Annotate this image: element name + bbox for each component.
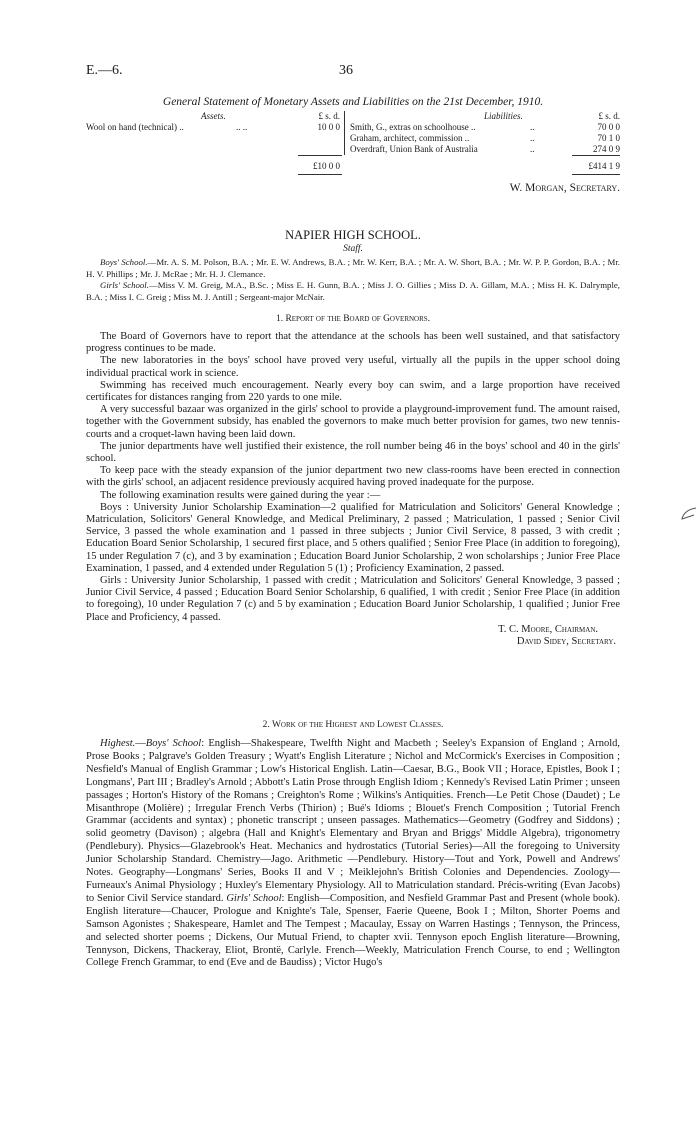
statement-title: General Statement of Monetary Assets and Liabilities on the 21st December, 1910.: [162, 96, 544, 108]
report-paragraph: A very successful bazaar was organized in the girls' school to provide a playground-improvement fund. The amount raised, together with the Government subsidy, has enabled the governors to make much better provision for games, two new tennis-courts and a croquet-lawn having been laid down.: [86, 404, 620, 440]
assets-total-underline: [298, 174, 342, 175]
assets-money-head: £ s. d.: [318, 111, 340, 121]
boys-school-label: Boys' School: [145, 738, 202, 749]
staff-list: [86, 257, 620, 303]
girls-school-label: Girls' School: [226, 892, 282, 904]
page-number: 36: [339, 63, 353, 78]
boys-staff-names: —Mr. A. S. M. Polson, B.A. ; Mr. E. W. Andrews, B.A. ; Mr. W. Kerr, B.A. ; Mr. A. W. Short, B.A. ; Mr. W. P. P. Gordon, B.A. ; Mr. H. V. Phillips ; Mr. J. McRae ; Mr. H. J. Clemance.: [86, 257, 620, 279]
liabilities-total-rule: [572, 155, 620, 156]
boys-curriculum: : English—Shakespeare, Twelfth Night and Macbeth ; Seeley's Expansion of England ; Arnold, Prose Books ; Palgrave's Golden Treasury ; Wyatt's English Literature ; Nichol and McCormick's Exercises in Composition ; Nesfield's Manual of English Grammar ; Low's Historical English. Latin—Caesar, B.G., Book VII ; Horace, Epistles, Book I ; Longmans', Part III ; Bradley's Arnold ; Abbott's Latin Prose through English Idiom ; Kennedy's Revised Latin Primer ; unseen passages ; Horton's History of the Romans ; Creighton's Rome ; Wilkins's Antiquities. French—Le Petit Chose (Daudet) ; Le Misanthrope (Molière) ; Irregular French Verbs (Thirion) ; Bué's Idioms ; Blouet's French Composition ; Tutorial French Grammar (accidents and syntax) ; phonetic transcript ; unseen passages. Mathematics—Geometry (Godfrey and Siddons) ; solid geometry (Davison) ; algebra (Hall and Knight's Elementary and Bryan and Briggs' Middle Algebra), trigonometry (Pendlebury). Physics—Glazebrook's Heat. Mechanics and hydrostatics (Tutorial Series)—All the foregoing to University Junior Scholarship Standard. Chemistry—Jago. Arithmetic —Pendlebury. History—Tout and York, Powell and Andrews' Notes. Geography—Longmans' Series, Books II and V ; Meiklejohn's British Colonies and Dependencies. Zoology—Furneaux's Animal Physiology ; Huxley's Elementary Physiology. All to Matriculation standard. Précis-writing (Evan Jacobs) to Senior Civil Service standard.: [86, 738, 621, 904]
girls-staff-names: —Miss V. M. Greig, M.A., B.Sc. ; Miss E. H. Gunn, B.A. ; Miss J. O. Gillies ; Miss D. A. Gillam, M.A. ; Miss H. K. Dalrymple, B.A. ; Miss I. C. Greig ; Miss M. J. Antill ; Sergeant-major McNair.: [86, 280, 620, 302]
boys-staff: [86, 257, 620, 280]
liability-label: Graham, architect, commission ..: [350, 133, 470, 143]
assets-total: £10 0 0: [313, 161, 340, 171]
statement-signature: W. Morgan, Secretary.: [509, 182, 620, 194]
board-report: [86, 331, 620, 648]
report-paragraph: Swimming has received much encouragement. Nearly every boy can swim, and a large proportion have received certificates for distances ranging from 220 yards to one mile.: [86, 379, 620, 404]
girls-staff: [86, 280, 620, 303]
report-heading: 1. Report of the Board of Governors.: [275, 314, 431, 324]
assets-total-rule: [298, 155, 342, 156]
column-divider: [344, 111, 345, 155]
asset-value: 10 0 0: [317, 122, 340, 132]
asset-item: Wool on hand (technical) ..: [86, 122, 184, 132]
liability-leader: ..: [530, 122, 535, 132]
report-paragraph: Boys : University Junior Scholarship Examination—2 qualified for Matriculation and Solicitors' General Knowledge ; Matriculation, Solicitors' General Knowledge, and Medical Preliminary, 2 passed ; Matriculation, 1 passed ; Senior Civil Service, 3 passed the whole examination and 1 passed in three subjects ; Junior Civil Service, 8 passed, 3 with credit ; Education Board Senior Scholarship, 1 secured first place, and 5 others qualified ; Senior Free Place (in addition to foregoing), 15 under Regulation 7 (c), and 3 by examination ; Education Board Junior Scholarship, 2 won scholarships ; Junior Free Place Examination, 1 passed, and 4 extended under Regulation 5 (1) ; Proficiency Examination, 2 passed.: [86, 501, 620, 574]
report-paragraph: The Board of Governors have to report that the attendance at the schools has been well sustained, and that satisfactory progress continues to be made.: [86, 331, 620, 355]
liabilities-total-underline: [572, 174, 620, 175]
highest-label: Highest.: [100, 738, 136, 749]
liability-value: 70 0 0: [597, 122, 620, 132]
report-reference: E.—6.: [86, 63, 123, 78]
liability-label: Overdraft, Union Bank of Australia: [350, 144, 478, 154]
school-title: NAPIER HIGH SCHOOL.: [285, 228, 421, 242]
work-paragraph: Highest.—Boys' School: English—Shakespeare, Twelfth Night and Macbeth ; Seeley's Expansion of England ; Arnold, Prose Books ; Palgrave's Golden Treasury ; Wyatt's English Literature ; Nichol and McCormick's Exercises in Composition ; Nesfield's Manual of English Grammar ; Low's Historical English. Latin—Caesar, B.G., Book VII ; Horace, Epistles, Book I ; Longmans', Part III ; Bradley's Arnold ; Abbott's Latin Prose through English Idiom ; Kennedy's Revised Latin Primer ; unseen passages ; Horton's History of the Romans ; Creighton's Rome ; Wilkins's Antiquities. French—Le Petit Chose (Daudet) ; Le Misanthrope (Molière) ; Irregular French Verbs (Thirion) ; Bué's Idioms ; Blouet's French Composition ; Tutorial French Grammar (accidents and syntax) ; phonetic transcript ; unseen passages. Mathematics—Geometry (Godfrey and Siddons) ; solid geometry (Davison) ; algebra (Hall and Knight's Elementary and Bryan and Briggs' Middle Algebra), trigonometry (Pendlebury). Physics—Glazebrook's Heat. Mechanics and hydrostatics (Tutorial Series)—All the foregoing to University Junior Scholarship Standard. Chemistry—Jago. Arithmetic —Pendlebury. History—Tout and York, Powell and Andrews' Notes. Geography—Longmans' Series, Books II and V ; Meiklejohn's British Colonies and Dependencies. Zoology—Furneaux's Animal Physiology ; Huxley's Elementary Physiology. All to Matriculation standard. Précis-writing (Evan Jacobs) to Senior Civil Service standard. Girls' School: English—Composition, and Nesfield Grammar Past and Present (whole book). English literature—Chaucer, Prologue and Knighte's Tale, Spenser, Faerie Queene, Book I ; Milton, Shorter Poems and Samson Agonistes ; Shakespeare, Hamlet and The Tempest ; Macaulay, Essay on Warren Hastings ; Tennyson, the Princess, and selected shorter poems ; Dickens, Our Mutual Friend, to chapter xvii. Tennyson epoch English literature—Browning, Tennyson, Dickens, Thackeray, Eliot, Brontë, Carlyle. French—Weekly, Matriculation French Course, to end ; Wellington College French Grammar, to end (Eve and de Baudiss) ; Victor Hugo's: [86, 738, 621, 969]
staff-heading: Staff.: [343, 244, 363, 254]
liabilities-money-head: £ s. d.: [598, 111, 620, 121]
work-section: [86, 738, 620, 970]
page-header: [86, 63, 620, 81]
liability-leader: ..: [530, 133, 535, 143]
report-paragraph: Girls : University Junior Scholarship, 1 passed with credit ; Matriculation and Solicitors' General Knowledge, 3 passed ; Junior Civil Service, 4 passed ; Education Board Senior Scholarship, 6 qualified, 1 with credit ; Senior Free Place (in addition to foregoing), 10 under Regulation 7 (c) and 5 by examination ; Education Board Junior Scholarship, 1 qualified ; Junior Free Place and Proficiency, 4 passed.: [86, 575, 620, 623]
report-signatures: [86, 624, 620, 648]
secretary-signature: David Sidey, Secretary.: [516, 636, 616, 648]
work-heading: 2. Work of the Highest and Lowest Classes.: [262, 720, 444, 730]
assets-heading: Assets.: [201, 111, 226, 121]
report-paragraph: The following examination results were gained during the year :—: [100, 489, 381, 501]
liability-leader: ..: [530, 144, 535, 154]
report-paragraph: The new laboratories in the boys' school have proved very useful, virtually all the pupils in the upper school doing individual practical work in science.: [86, 355, 620, 379]
girls-staff-label: Girls' School.: [100, 280, 149, 290]
report-paragraph: The junior departments have well justified their existence, the roll number being 46 in the boys' school and 40 in the girls' school.: [86, 440, 620, 465]
liability-label: Smith, G., extras on schoolhouse ..: [350, 122, 476, 132]
margin-pencil-mark: [678, 505, 698, 535]
liability-value: 70 1 0: [597, 133, 620, 143]
asset-leader: .. ..: [236, 122, 248, 132]
liabilities-total: £414 1 9: [588, 161, 620, 171]
girls-curriculum: : English—Composition, and Nesfield Grammar Past and Present (whole book). English literature—Chaucer, Prologue and Knighte's Tale, Spenser, Faerie Queene, Book I ; Milton, Shorter Poems and Samson Agonistes ; Shakespeare, Hamlet and The Tempest ; Macaulay, Essay on Warren Hastings ; Tennyson, the Princess, and selected shorter poems ; Dickens, Our Mutual Friend, to chapter xvii. Tennyson epoch English literature—Browning, Tennyson, Dickens, Thackeray, Eliot, Brontë, Carlyle. French—Weekly, Matriculation French Course, to end ; Wellington College French Grammar, to end (Eve and de Baudiss) ; Victor Hugo's: [86, 892, 621, 969]
report-paragraph: To keep pace with the steady expansion of the junior department two new class-rooms have been erected in connection with the girls' school, an adjacent residence previously acquired having proved inadequate for the purpose.: [86, 465, 620, 489]
liability-value: 274 0 9: [593, 144, 620, 154]
liabilities-heading: Liabilities.: [484, 111, 523, 121]
boys-staff-label: Boys' School.: [100, 257, 148, 267]
chairman-signature: T. C. Moore, Chairman.: [498, 623, 598, 635]
